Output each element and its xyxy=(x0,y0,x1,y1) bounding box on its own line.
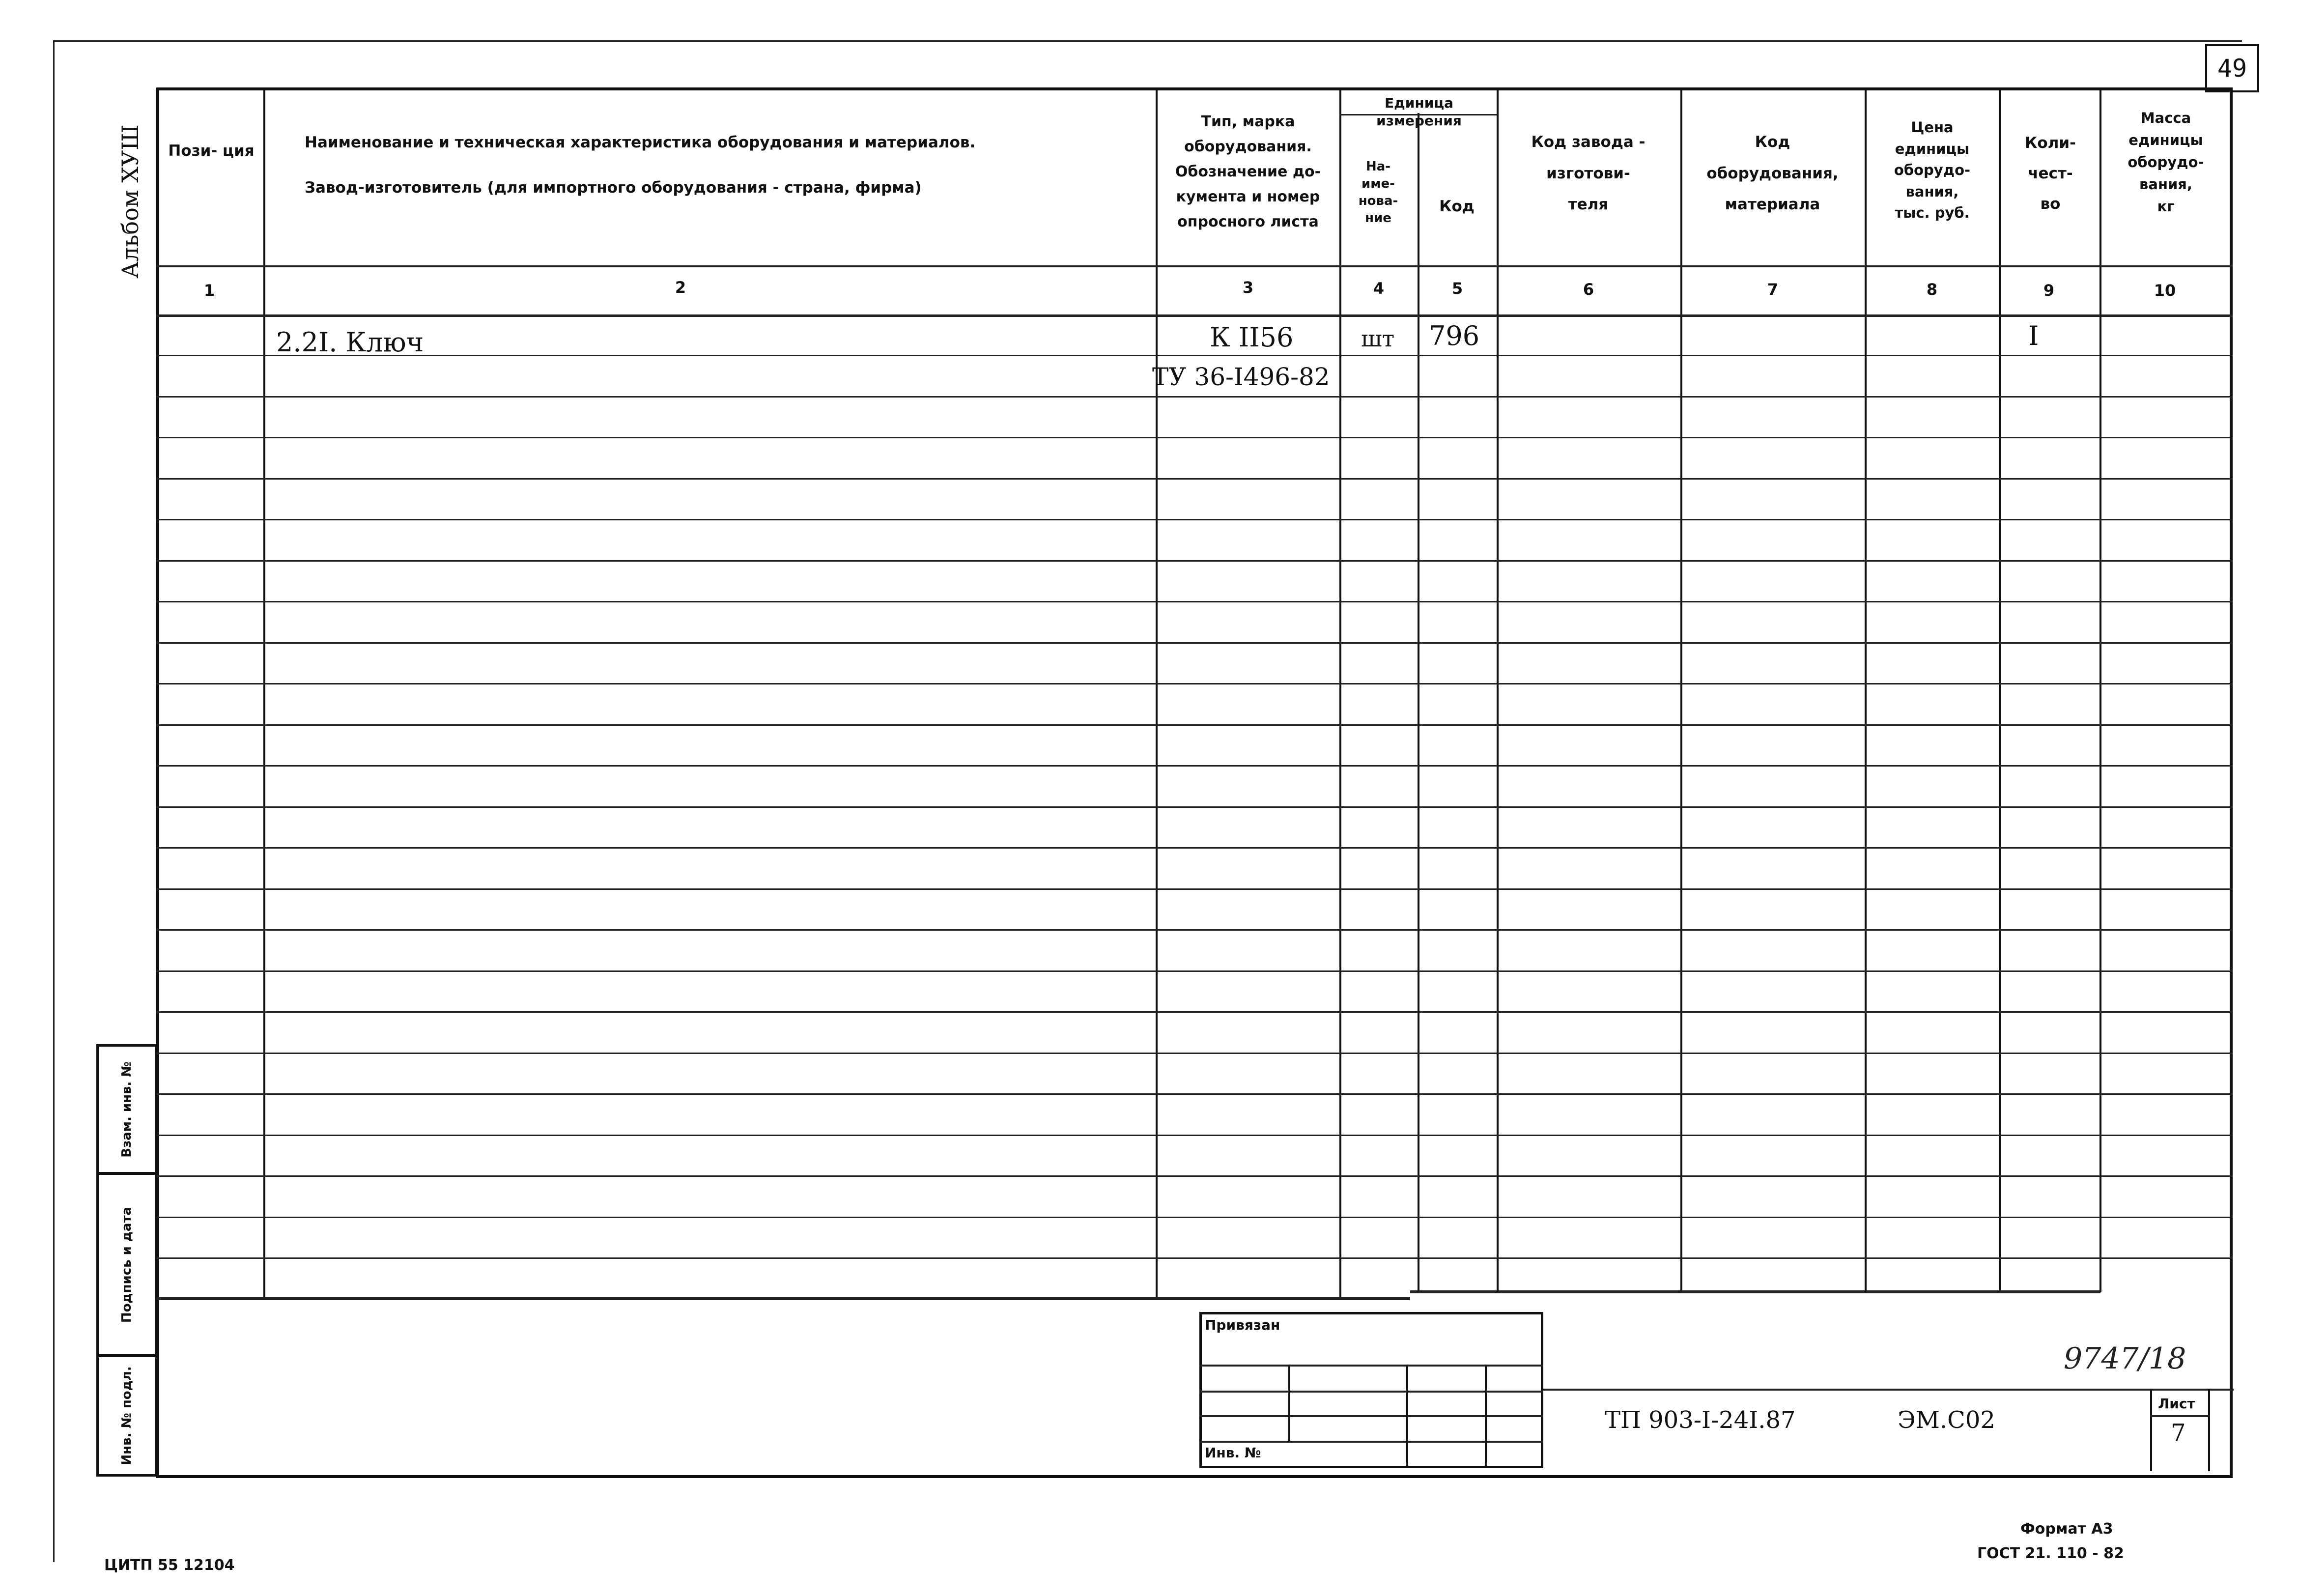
row-line xyxy=(156,806,2233,808)
label-privyazan: Привязан xyxy=(1205,1317,1280,1333)
row-line xyxy=(156,1011,2233,1013)
colnum-6: 6 xyxy=(1583,280,1594,299)
page-number: 49 xyxy=(2205,44,2259,92)
hdr-mass: Масса единицы оборудо- вания, кг xyxy=(2128,110,2204,215)
footer-gost: ГОСТ 21. 110 - 82 xyxy=(1977,1545,2124,1562)
sheet-line xyxy=(2150,1415,2210,1417)
row-line xyxy=(156,642,2233,644)
row-line xyxy=(156,1135,2233,1136)
sheet-number: 7 xyxy=(2171,1419,2186,1447)
row-line xyxy=(156,1175,2233,1177)
row1-unit-code: 796 xyxy=(1429,320,1480,351)
hdr-type: Тип, марка оборудования. Обозначение до- кумента и номер опросного листа xyxy=(1175,113,1321,230)
row1-quantity: I xyxy=(2028,320,2039,351)
stamp-line xyxy=(1199,1391,1543,1393)
hdr-name-line2: Завод-изготовитель (для импортного оборудования - страна, фирма) xyxy=(305,179,922,197)
stamp-inv: Инв. № подл. xyxy=(96,1355,157,1477)
header-line xyxy=(156,265,2233,267)
colnum-line xyxy=(156,314,2233,317)
row-line xyxy=(156,847,2233,849)
hdr-price: Цена единицы оборудо- вания, тыс. руб. xyxy=(1894,119,1971,221)
stamp-line xyxy=(1199,1365,1543,1367)
hdr-unit-group: Единица измерения xyxy=(1376,95,1462,129)
colnum-8: 8 xyxy=(1926,280,1938,299)
stamp-vzam: Взам. инв. № xyxy=(96,1044,157,1174)
row-line xyxy=(156,601,2233,602)
col-divider xyxy=(1497,88,1499,1292)
hdr-unit-name: На- име- нова- ние xyxy=(1358,159,1398,226)
hdr-material-code: Код оборудования, материала xyxy=(1706,133,1839,214)
row-line xyxy=(156,355,2233,356)
stamp-line xyxy=(1199,1415,1543,1417)
table-bottom-right xyxy=(1410,1290,2100,1293)
hdr-factory-code: Код завода - изготови- теля xyxy=(1531,133,1645,214)
col-divider xyxy=(1680,88,1682,1292)
row-line xyxy=(156,888,2233,890)
row-line xyxy=(156,765,2233,767)
label-sheet: Лист xyxy=(2158,1396,2195,1412)
hdr-unit-code: Код xyxy=(1439,198,1475,215)
row2-type: ТУ 36-I496-82 xyxy=(1152,363,1330,391)
hdr-quantity: Коли- чест- во xyxy=(2025,134,2076,213)
row-line xyxy=(156,437,2233,438)
row-line xyxy=(156,519,2233,520)
row-line xyxy=(156,396,2233,398)
col-divider xyxy=(1339,88,1341,1298)
row-line xyxy=(156,478,2233,480)
row-line xyxy=(156,1053,2233,1054)
stamp-line xyxy=(1199,1441,1543,1443)
colnum-7: 7 xyxy=(1767,280,1779,299)
doc-mark: ЭМ.С02 xyxy=(1898,1406,1995,1434)
hdr-position: Пози- ция xyxy=(168,142,255,160)
row1-type: К II56 xyxy=(1210,322,1294,353)
row-line xyxy=(156,560,2233,562)
row-line xyxy=(156,929,2233,931)
stamp-vline xyxy=(1288,1365,1290,1441)
footer-format: Формат А3 xyxy=(2020,1520,2113,1538)
colnum-1: 1 xyxy=(203,281,215,300)
colnum-2: 2 xyxy=(675,278,686,297)
colnum-5: 5 xyxy=(1451,279,1463,298)
row-line xyxy=(156,724,2233,726)
table-body-bottom xyxy=(156,1297,1410,1300)
row-line xyxy=(156,1217,2233,1218)
stamp-vline xyxy=(1485,1365,1487,1468)
album-label: Альбом ХУШ xyxy=(117,124,143,279)
colnum-3: 3 xyxy=(1242,278,1254,297)
row-line xyxy=(156,970,2233,972)
row-line xyxy=(156,1257,2233,1259)
title-line xyxy=(1543,1389,2234,1391)
row-line xyxy=(156,1093,2233,1095)
hdr-name-line1: Наименование и техническая характеристика оборудования и материалов. xyxy=(305,134,976,151)
col-divider xyxy=(1865,88,1867,1292)
col-divider xyxy=(1156,88,1158,1298)
label-inv-no: Инв. № xyxy=(1205,1445,1261,1461)
row1-name: 2.2I. Ключ xyxy=(276,327,424,358)
row1-unit-name: шт xyxy=(1361,325,1395,352)
col-divider xyxy=(263,88,265,1298)
footer-left: ЦИТП 55 12104 xyxy=(104,1557,235,1574)
doc-code: ТП 903-I-24I.87 xyxy=(1605,1406,1796,1434)
colnum-4: 4 xyxy=(1373,279,1385,298)
stamp-podpis: Подпись и дата xyxy=(96,1172,157,1357)
colnum-10: 10 xyxy=(2154,281,2176,300)
col-divider xyxy=(1999,88,2001,1292)
row-line xyxy=(156,683,2233,684)
stamp-vline xyxy=(1406,1365,1408,1468)
handwritten-number: 9747/18 xyxy=(2064,1341,2186,1376)
col-divider xyxy=(2099,88,2101,1292)
colnum-9: 9 xyxy=(2043,281,2055,300)
col-divider xyxy=(1418,113,1419,1292)
